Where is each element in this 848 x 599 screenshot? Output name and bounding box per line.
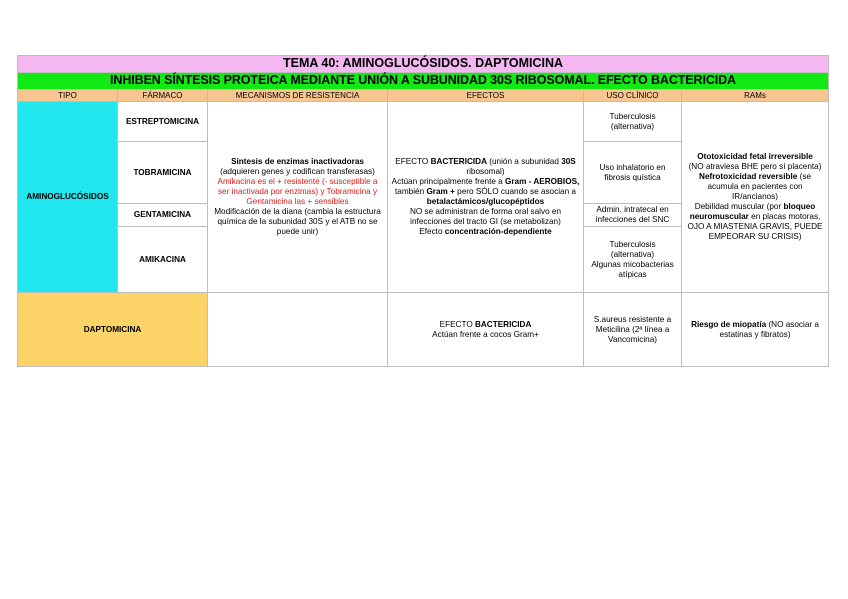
resistencia-daptomicina [208,293,388,367]
header-farmaco: FÁRMACO [118,90,208,102]
efectos-bold: concentración-dependiente [444,227,552,236]
uso-amikacina: Tuberculosis (alternativa) Algunas micobacterias atípicas [584,227,682,293]
resistencia-detail: (adquieren genes y codifican transferasas) [220,167,375,176]
rams-aminoglucosidos [682,102,829,293]
efectos-text: Actúan principalmente frente a [391,177,505,186]
uso-gentamicina: Admin. intratecal en infecciones del SNC [584,204,682,227]
farmaco-tobramicina: TOBRAMICINA [118,142,208,204]
rams-bold: Riesgo de miopatía [691,319,767,329]
efectos-daptomicina [388,293,584,367]
rams-text: Debilidad muscular (por [694,202,784,211]
uso-tobramicina: Uso inhalatorio en fibrosis quística [584,142,682,204]
efectos-text: ribosomal) [466,167,505,176]
farmaco-gentamicina: GENTAMICINA [118,204,208,227]
efectos-bold: BACTERICIDA [430,157,487,166]
tipo-daptomicina: DAPTOMICINA [18,293,208,367]
resistencia-note: Amikacina es el + resistente (- susceptible a ser inactivada por enzimas) y Tobramicina y Gentamicina las + sensibles [217,177,378,206]
efectos-bold: betalactámicos/glucopéptidos [426,197,545,206]
header-row [18,90,829,102]
farmaco-estreptomicina: ESTREPTOMICINA [118,102,208,142]
header-resistencia: MECANISMOS DE RESISTENCIA [208,90,388,102]
page-title: TEMA 40: AMINOGLUCÓSIDOS. DAPTOMICINA [18,56,829,73]
header-rams: RAMs [682,90,829,102]
table-row [18,293,829,367]
farmaco-amikacina: AMIKACINA [118,227,208,293]
efectos-bold: BACTERICIDA [474,319,532,329]
rams-text: en placas motoras, OJO A MIASTENIA GRAVIS, PUEDE EMPEORAR SU CRISIS) [687,212,823,241]
efectos-aminoglucosidos [388,102,584,293]
efectos-bold: Gram + [426,187,455,196]
efectos-text: también [395,187,427,196]
uso-daptomicina: S.aureus resistente a Meticilina (2ª línea a Vancomicina) [584,293,682,367]
rams-text: (NO atraviesa BHE pero sí placenta) [688,162,822,171]
rams-text: (NO asociar a estatinas y fibratos) [719,319,819,339]
summary-sheet [17,55,828,367]
efectos-bold: Gram - AEROBIOS, [505,177,580,186]
rams-bold: bloqueo neuromuscular [689,202,816,221]
efectos-text: Actúan frente a cocos Gram+ [432,329,539,339]
tipo-aminoglucosidos: AMINOGLUCÓSIDOS [18,102,118,293]
efectos-text: EFECTO [439,319,475,329]
efectos-text: EFECTO [395,157,431,166]
subtitle-row [18,73,829,90]
efectos-text: (unión a subunidad [486,157,562,166]
uso-estreptomicina: Tuberculosis (alternativa) [584,102,682,142]
efectos-text: Efecto [419,227,445,236]
rams-daptomicina [682,293,829,367]
page-subtitle: INHIBEN SÍNTESIS PROTEICA MEDIANTE UNIÓN A SUBUNIDAD 30S RIBOSOMAL. EFECTO BACTERICIDA [18,73,829,90]
title-row [18,56,829,73]
rams-bold: Nefrotoxicidad reversible [699,172,798,181]
header-uso: USO CLÍNICO [584,90,682,102]
table-row [18,102,829,142]
resistencia-main: Síntesis de enzimas inactivadoras [231,157,364,166]
efectos-text: NO se administran de forma oral salvo en infecciones del tracto GI (se metabolizan) [409,207,562,226]
header-tipo: TIPO [18,90,118,102]
resistencia-diana: Modificación de la diana (cambia la estructura química de la subunidad 30S y el ATB no se puede unir) [214,207,381,236]
efectos-bold: 30S [561,157,576,166]
efectos-text: pero SÓLO cuando se asocian a [454,187,576,196]
header-efectos: EFECTOS [388,90,584,102]
rams-text: (se acumula en pacientes con IR/ancianos) [707,172,811,201]
rams-bold: Ototoxicidad fetal irreversible [697,152,813,161]
resistencia-aminoglucosidos [208,102,388,293]
drug-table [17,55,829,367]
